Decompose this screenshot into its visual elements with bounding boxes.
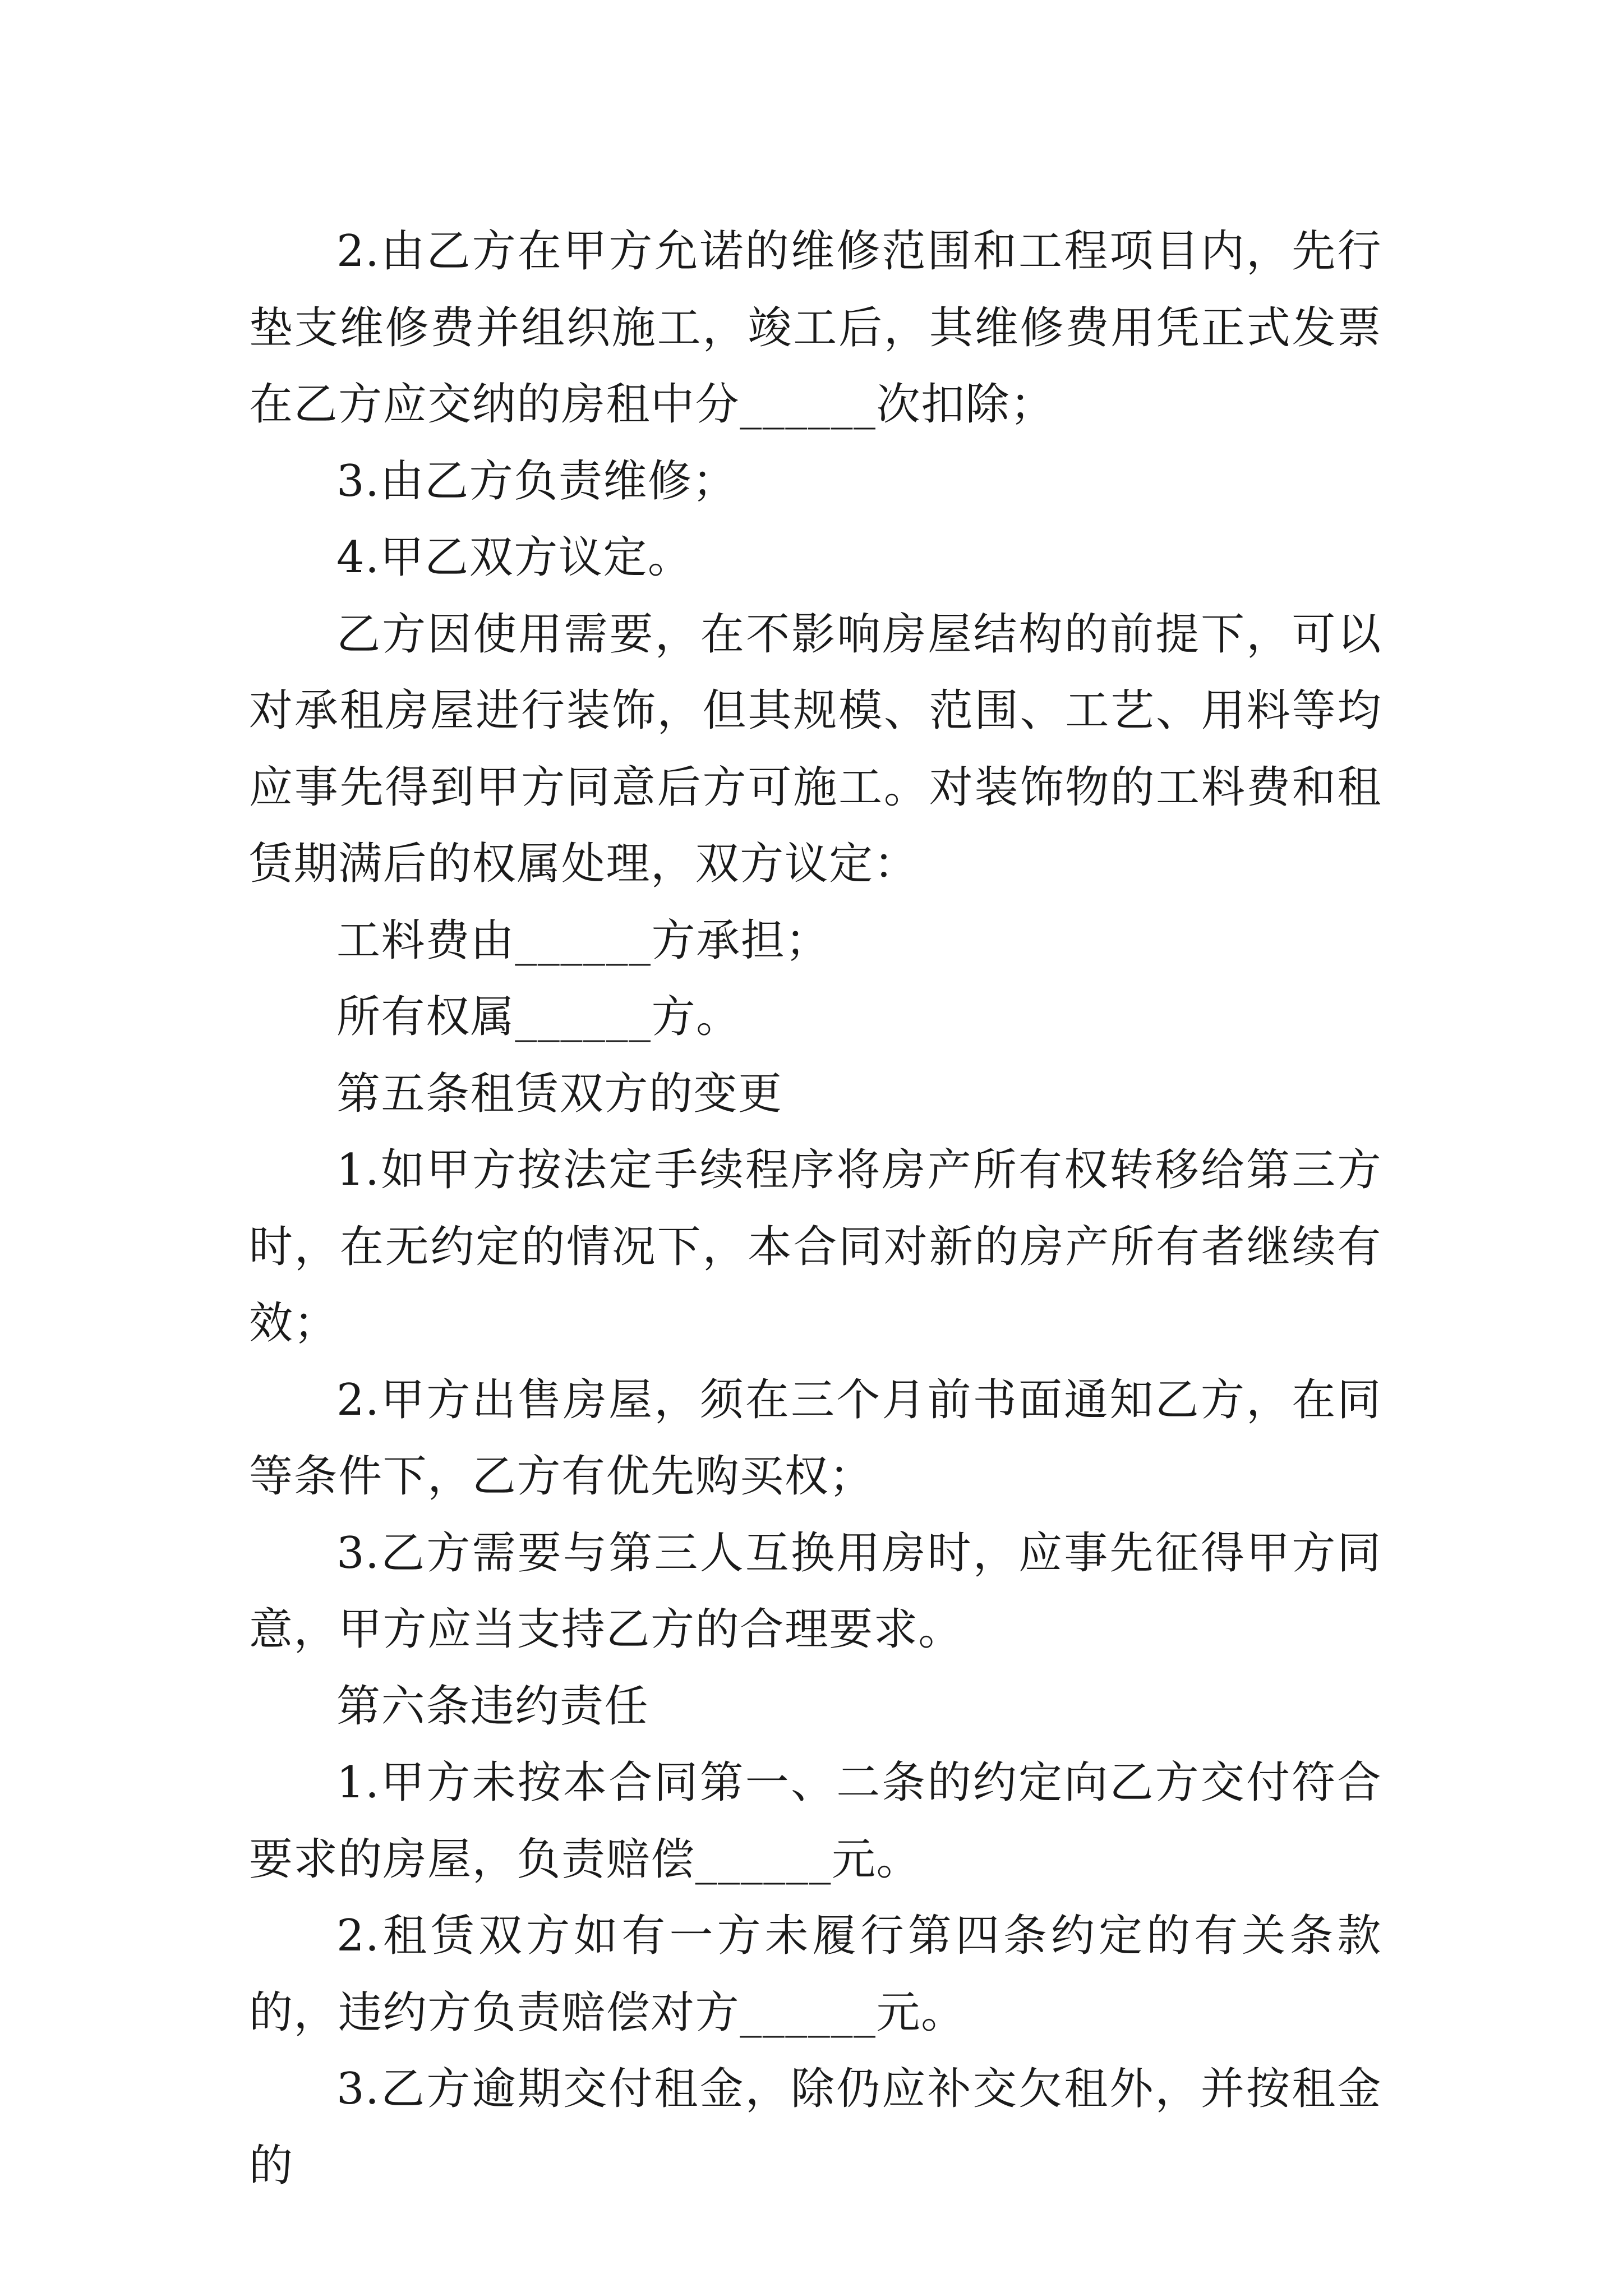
clause-change-2: 2.甲方出售房屋，须在三个月前书面通知乙方，在同等条件下，乙方有优先购买权； <box>249 1374 1382 1502</box>
clause-liability-3: 3.乙方逾期交付租金，除仍应补交欠租外，并按租金的 <box>249 2064 1382 2191</box>
clause-change-3: 3.乙方需要与第三人互换用房时，应事先征得甲方同意，甲方应当支持乙方的合理要求。 <box>249 1527 1382 1655</box>
clause-decoration: 乙方因使用需要，在不影响房屋结构的前提下，可以对承租房屋进行装饰，但其规模、范围、工艺、用料等均应事先得到甲方同意后方可施工。对装饰物的工料费和租赁期满后的权属处理，双方议定： <box>249 609 1382 889</box>
clause-ownership: 所有权属______方。 <box>336 992 741 1042</box>
clause-repair-option-4: 4.甲乙双方议定。 <box>336 532 693 583</box>
clause-liability-1: 1.甲方未按本合同第一、二条的约定向乙方交付符合要求的房屋，负责赔偿______元。 <box>249 1757 1382 1885</box>
clause-repair-option-3: 3.由乙方负责维修； <box>336 455 737 507</box>
clause-material-cost: 工料费由______方承担； <box>336 915 830 966</box>
document-body <box>249 213 1382 2204</box>
clause-repair-option-2: 2.由乙方在甲方允诺的维修范围和工程项目内，先行垫支维修费并组织施工，竣工后，其维修费用凭正式发票在乙方应交纳的房租中分______次扣除； <box>249 226 1382 430</box>
section-heading-article-5: 第五条租赁双方的变更 <box>336 1068 783 1119</box>
section-heading-article-6: 第六条违约责任 <box>336 1681 649 1732</box>
clause-change-1: 1.如甲方按法定手续程序将房产所有权转移给第三方时，在无约定的情况下，本合同对新的房产所有者继续有效； <box>249 1145 1382 1349</box>
clause-liability-2: 2.租赁双方如有一方未履行第四条约定的有关条款的，违约方负责赔偿对方______元。 <box>249 1911 1382 2038</box>
